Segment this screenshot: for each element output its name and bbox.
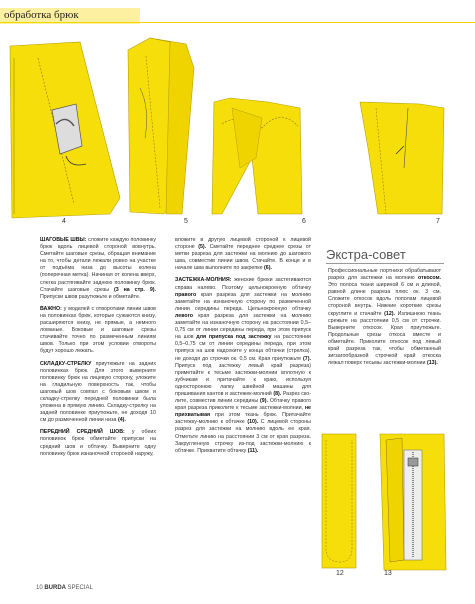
paragraph-front-seam: ПЕРЕДНИЙ СРЕДНИЙ ШОВ: у обеих половинок брюк обметайте припуски на средний шов и обтачку. Выверните одну половинку брюк изнаночной стороной наружу, <box>40 429 157 457</box>
paragraph-continue: вложите в другую лицевой стороной к лицевой стороне (5). Сметайте переднее среднее срезы от метки разреза для застежки на молнию до шагового шва, совместив линии швов. Стачайте. В конце и в начале шва выполните по закрепке (6). <box>175 237 311 272</box>
figure-number-7: 7 <box>436 218 440 225</box>
heading-front-seam: ПЕРЕДНИЙ СРЕДНИЙ ШОВ: <box>40 429 132 436</box>
paragraph-inseams: ШАГОВЫЕ ШВЫ: сложите каждую половинку брюк вдоль лицевой стороной вовнутрь. Сметайте шаговые срезы, обращая внимание на то, чтобы детали лежали ровно на участке от подъёма низа до высоты колена (поперечная метка). Начиная от колена вверх, слегка растягивайте заднюю половинку брюк. Стачайте шаговые срезы (3 на стр. 9). Припуски швов разутюжьте и обметайте. <box>40 237 156 300</box>
heading-zipper: ЗАСТЕЖКА-МОЛНИЯ: <box>175 277 235 284</box>
brand-suffix: SPECIAL <box>67 585 93 591</box>
text-column-1 <box>40 237 156 463</box>
brand-name: BURDA <box>44 585 68 591</box>
figure-4-trouser-iron <box>10 42 120 218</box>
figure-number-4: 4 <box>62 218 66 225</box>
figure-number-6: 6 <box>302 218 306 225</box>
extra-tip-title: Экстра-совет <box>326 247 406 262</box>
heading-crease: СКЛАДКУ-СТРЕЛКУ <box>40 360 96 367</box>
figure-number-5: 5 <box>184 218 188 225</box>
paragraph-crease: СКЛАДКУ-СТРЕЛКУ приутюжьте на задних половинках брюк. Для этого выверните половинку брюк на лицевую сторону, уложите на гладильную поверхность так, чтобы шаговый шов совпал с боковым швом и складку-стрелку передней половинки была уложена в прямую линию. Складку-стрелку на задней половинке приутюжьте, не доходя 10 см до размеченной линии низа (4). <box>40 360 156 424</box>
figure-5-trouser-legs <box>128 38 194 214</box>
paragraph-zipper: ЗАСТЕЖКА-МОЛНИЯ: женские брюки застегиваются справа налево. Поэтому цельнокроеную обтачку правого края разреза для застежки на молнию заметайте на изнаночную сторону по размеченной линии середины переда. Цельнокроеную обтачку левого края разреза для застежки на молнию заметайте на изнаночную сторону на расстоянии 0,5–0,75 см от линии середины переда, при этом припуск на шов для припуска под застежку на расстоянии 0,5–0,75 см от линии середины переда, при этом припуск на шов надсеките у конца обтачки (стрелка), не доходя до строчки ок. 0,5 см. Края приутюжьте (7). Припуск под застежку левый край разреза) приметайте к тесьме застежки-молнии вплотную к зубчикам и притачайте к краю, используя односторонюю лапку швейной машины для пришивания кантов и застежек-молний (8). Разрез ско-лите, совместив линии середины (9). Обтачку правого края разреза приколите к тесьме застежки-молнии, не прихватывая при этом ткань брюк. Притачайте застежку-молнию к обтачке (10). С лицевой стороны разрез для застежки на молнию вдоль ее края. Отметьте линию на расстоянии 3 см от края разреза. Закругленную строчку из-под застежки-молнию к обтачке. Прихватите обтачку (11). <box>175 277 312 454</box>
figure-6-crotch-seam <box>212 98 302 214</box>
figure-7-zipper-facing <box>360 102 444 214</box>
page-number: 10 <box>36 585 45 591</box>
figure-number-13: 13 <box>384 570 392 577</box>
header-divider <box>0 22 475 23</box>
figure-number-12: 12 <box>336 570 344 577</box>
text-column-3 <box>328 268 441 372</box>
heading-inseams: ШАГОВЫЕ ШВЫ: <box>40 237 89 243</box>
paragraph-extra-tip: Профессиональные портнихи обрабатывают разрез для застежки на молнию откосом. Это полоса ткани шириной 6 см и длиной, равной длине разреза плюс ок. 3 см. Сложите откосок вдоль пополам лицевой стороной внутрь. Нижние короткие срезы скруглите и стачайте (12). Излишнюю ткань срежьте на расстоянии 0,5 см от строчки. Выверните откосок. Края приутюжьте. Продольные срезы откоса вместе и обметайте. Приколите откосок под левый край разреза так, чтобы обметанный зигзагообразной строчкой край откоска лежал поверх тесьмы застежки-молнии (13). <box>328 268 441 367</box>
figure-13-zipper-assembly <box>380 434 446 570</box>
paragraph-important: ВАЖНО: у моделей с отворотами линии швов на половинках брюк, которые сужаются книзу, расширяются книзу, не прямые, а немного ломаные. Боковые и шаговые срезы стачивайте точно по размеченным линиям швов. Только при этом условии отвороты будут хорошо лежать. <box>40 305 156 355</box>
heading-important: ВАЖНО: <box>40 305 64 312</box>
text-column-2 <box>175 237 311 460</box>
page-footer <box>36 585 93 591</box>
bottom-illustrations <box>320 430 450 578</box>
section-title: обработка брюк <box>4 9 79 21</box>
top-illustrations <box>0 28 475 234</box>
extra-tip-divider <box>326 263 444 264</box>
figure-12-fly-strip <box>322 434 356 568</box>
